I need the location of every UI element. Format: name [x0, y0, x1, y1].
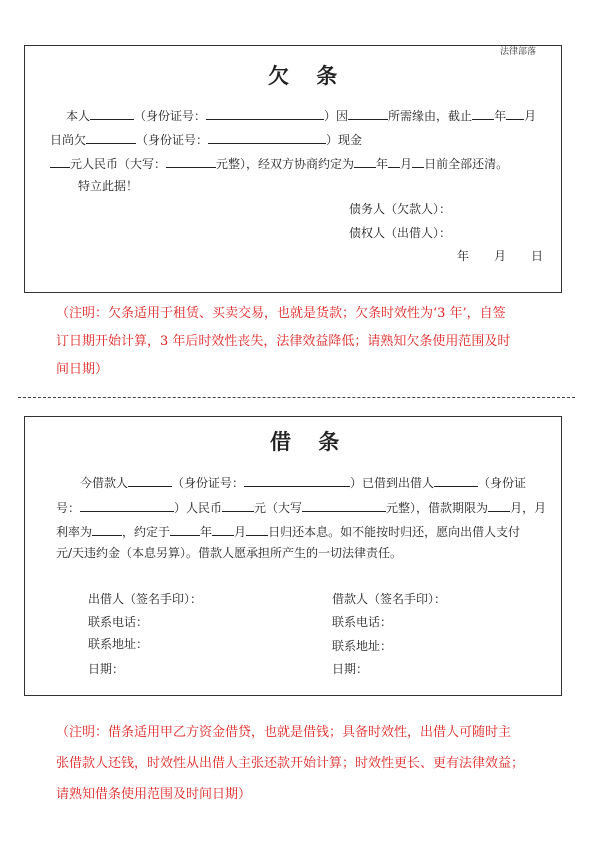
blank-field[interactable] — [90, 107, 134, 120]
lender-phone-label: 联系电话： — [88, 615, 149, 629]
loan-title: 借 条 — [270, 430, 350, 454]
loan-text: 利率为 — [56, 525, 93, 539]
loan-line-3 — [56, 523, 520, 539]
iou-line-2 — [50, 131, 362, 147]
blank-field[interactable] — [128, 474, 172, 487]
loan-text: 日归还本息。如不能按时归还，愿向出借人支付 — [268, 525, 521, 539]
loan-note-line-1: （注明：借条适用甲乙方资金借贷，也就是借钱；具备时效性，出借人可随时主 — [56, 725, 512, 740]
iou-text: 本人 — [66, 109, 91, 123]
loan-line-4: 元/天违约金（本息另算）。借款人愿承担所产生的一切法律责任。 — [56, 546, 403, 560]
blank-field[interactable] — [302, 499, 386, 512]
iou-text: ）现金 — [326, 133, 363, 147]
blank-field[interactable] — [412, 155, 424, 168]
iou-text: 月 — [524, 109, 537, 123]
blank-field[interactable] — [166, 155, 216, 168]
loan-text: 元（大写 — [254, 501, 303, 515]
loan-text: 元整），借款期限为 — [386, 501, 489, 515]
blank-field[interactable] — [434, 474, 478, 487]
iou-text: 日前全部还清。 — [424, 157, 509, 171]
iou-note-line-3: 间日期） — [56, 362, 109, 377]
blank-field[interactable] — [354, 155, 376, 168]
iou-line-1 — [66, 107, 536, 123]
iou-text: ）因 — [324, 109, 349, 123]
blank-field[interactable] — [472, 107, 494, 120]
blank-field[interactable] — [488, 499, 510, 512]
loan-text: ，约定于 — [122, 525, 171, 539]
iou-text: 元整），经双方协商约定为 — [216, 157, 355, 171]
loan-text: （身份证号： — [172, 476, 245, 490]
blank-field[interactable] — [506, 107, 524, 120]
loan-note-line-2: 张借款人还钱，时效性从出借人主张还款开始计算；时效性更长、更有法律效益； — [56, 756, 525, 771]
blank-field[interactable] — [50, 155, 70, 168]
creditor-label: 债权人（出借人）： — [349, 226, 452, 240]
blank-field[interactable] — [348, 107, 388, 120]
blank-field[interactable] — [170, 523, 200, 536]
blank-field[interactable] — [86, 131, 136, 144]
iou-title: 欠 条 — [268, 64, 348, 88]
loan-text: 年 — [200, 525, 213, 539]
iou-date-month: 月 — [494, 249, 507, 263]
blank-field[interactable] — [80, 499, 174, 512]
iou-text: 年 — [376, 157, 389, 171]
iou-text: 年 — [494, 109, 507, 123]
iou-text: 所需缘由，截止 — [388, 109, 473, 123]
lender-sign-label: 出借人（签名手印）： — [88, 592, 203, 606]
loan-text: ）人民币 — [174, 501, 223, 515]
blank-field[interactable] — [388, 155, 400, 168]
iou-text: 日尚欠 — [50, 133, 87, 147]
blank-field[interactable] — [206, 107, 324, 120]
iou-line-3 — [50, 155, 508, 171]
iou-text: 元人民币（大写： — [70, 157, 167, 171]
header-tag: 法律部落 — [500, 47, 537, 57]
lender-address-label: 联系地址： — [88, 637, 149, 651]
blank-field[interactable] — [246, 523, 268, 536]
blank-field[interactable] — [208, 131, 326, 144]
iou-date-year: 年 — [457, 249, 470, 263]
iou-text: （身份证号： — [136, 133, 209, 147]
borrower-date-label: 日期： — [332, 662, 369, 676]
loan-text: （身份证 — [478, 476, 527, 490]
loan-text: 月，月 — [510, 501, 547, 515]
cut-line-divider — [18, 397, 575, 398]
blank-field[interactable] — [222, 499, 254, 512]
iou-text: 月 — [400, 157, 413, 171]
loan-text: 号： — [56, 501, 81, 515]
iou-note-line-2: 订日期开始计算，3 年后时效性丧失，法律效益降低；请熟知欠条使用范围及时 — [56, 334, 511, 349]
iou-date-day: 日 — [531, 249, 544, 263]
iou-note-line-1: （注明：欠条适用于租赁、买卖交易，也就是货款；欠条时效性为‘3 年’，自签 — [56, 306, 506, 321]
borrower-address-label: 联系地址： — [332, 639, 393, 653]
loan-text: ）已借到出借人 — [350, 476, 435, 490]
loan-text: 月 — [234, 525, 247, 539]
loan-line-2 — [56, 499, 546, 515]
blank-field[interactable] — [244, 474, 350, 487]
debtor-label: 债务人（欠款人）： — [349, 202, 452, 216]
loan-note-line-3: 请熟知借条使用范围及时间日期） — [56, 787, 252, 802]
borrower-phone-label: 联系电话： — [332, 615, 393, 629]
lender-date-label: 日期： — [88, 662, 125, 676]
iou-text: （身份证号： — [134, 109, 207, 123]
iou-line-4: 特立此据！ — [78, 179, 139, 193]
blank-field[interactable] — [92, 523, 122, 536]
loan-line-1 — [80, 474, 526, 490]
loan-text: 今借款人 — [80, 476, 129, 490]
blank-field[interactable] — [212, 523, 234, 536]
borrower-sign-label: 借款人（签名手印）： — [332, 592, 447, 606]
